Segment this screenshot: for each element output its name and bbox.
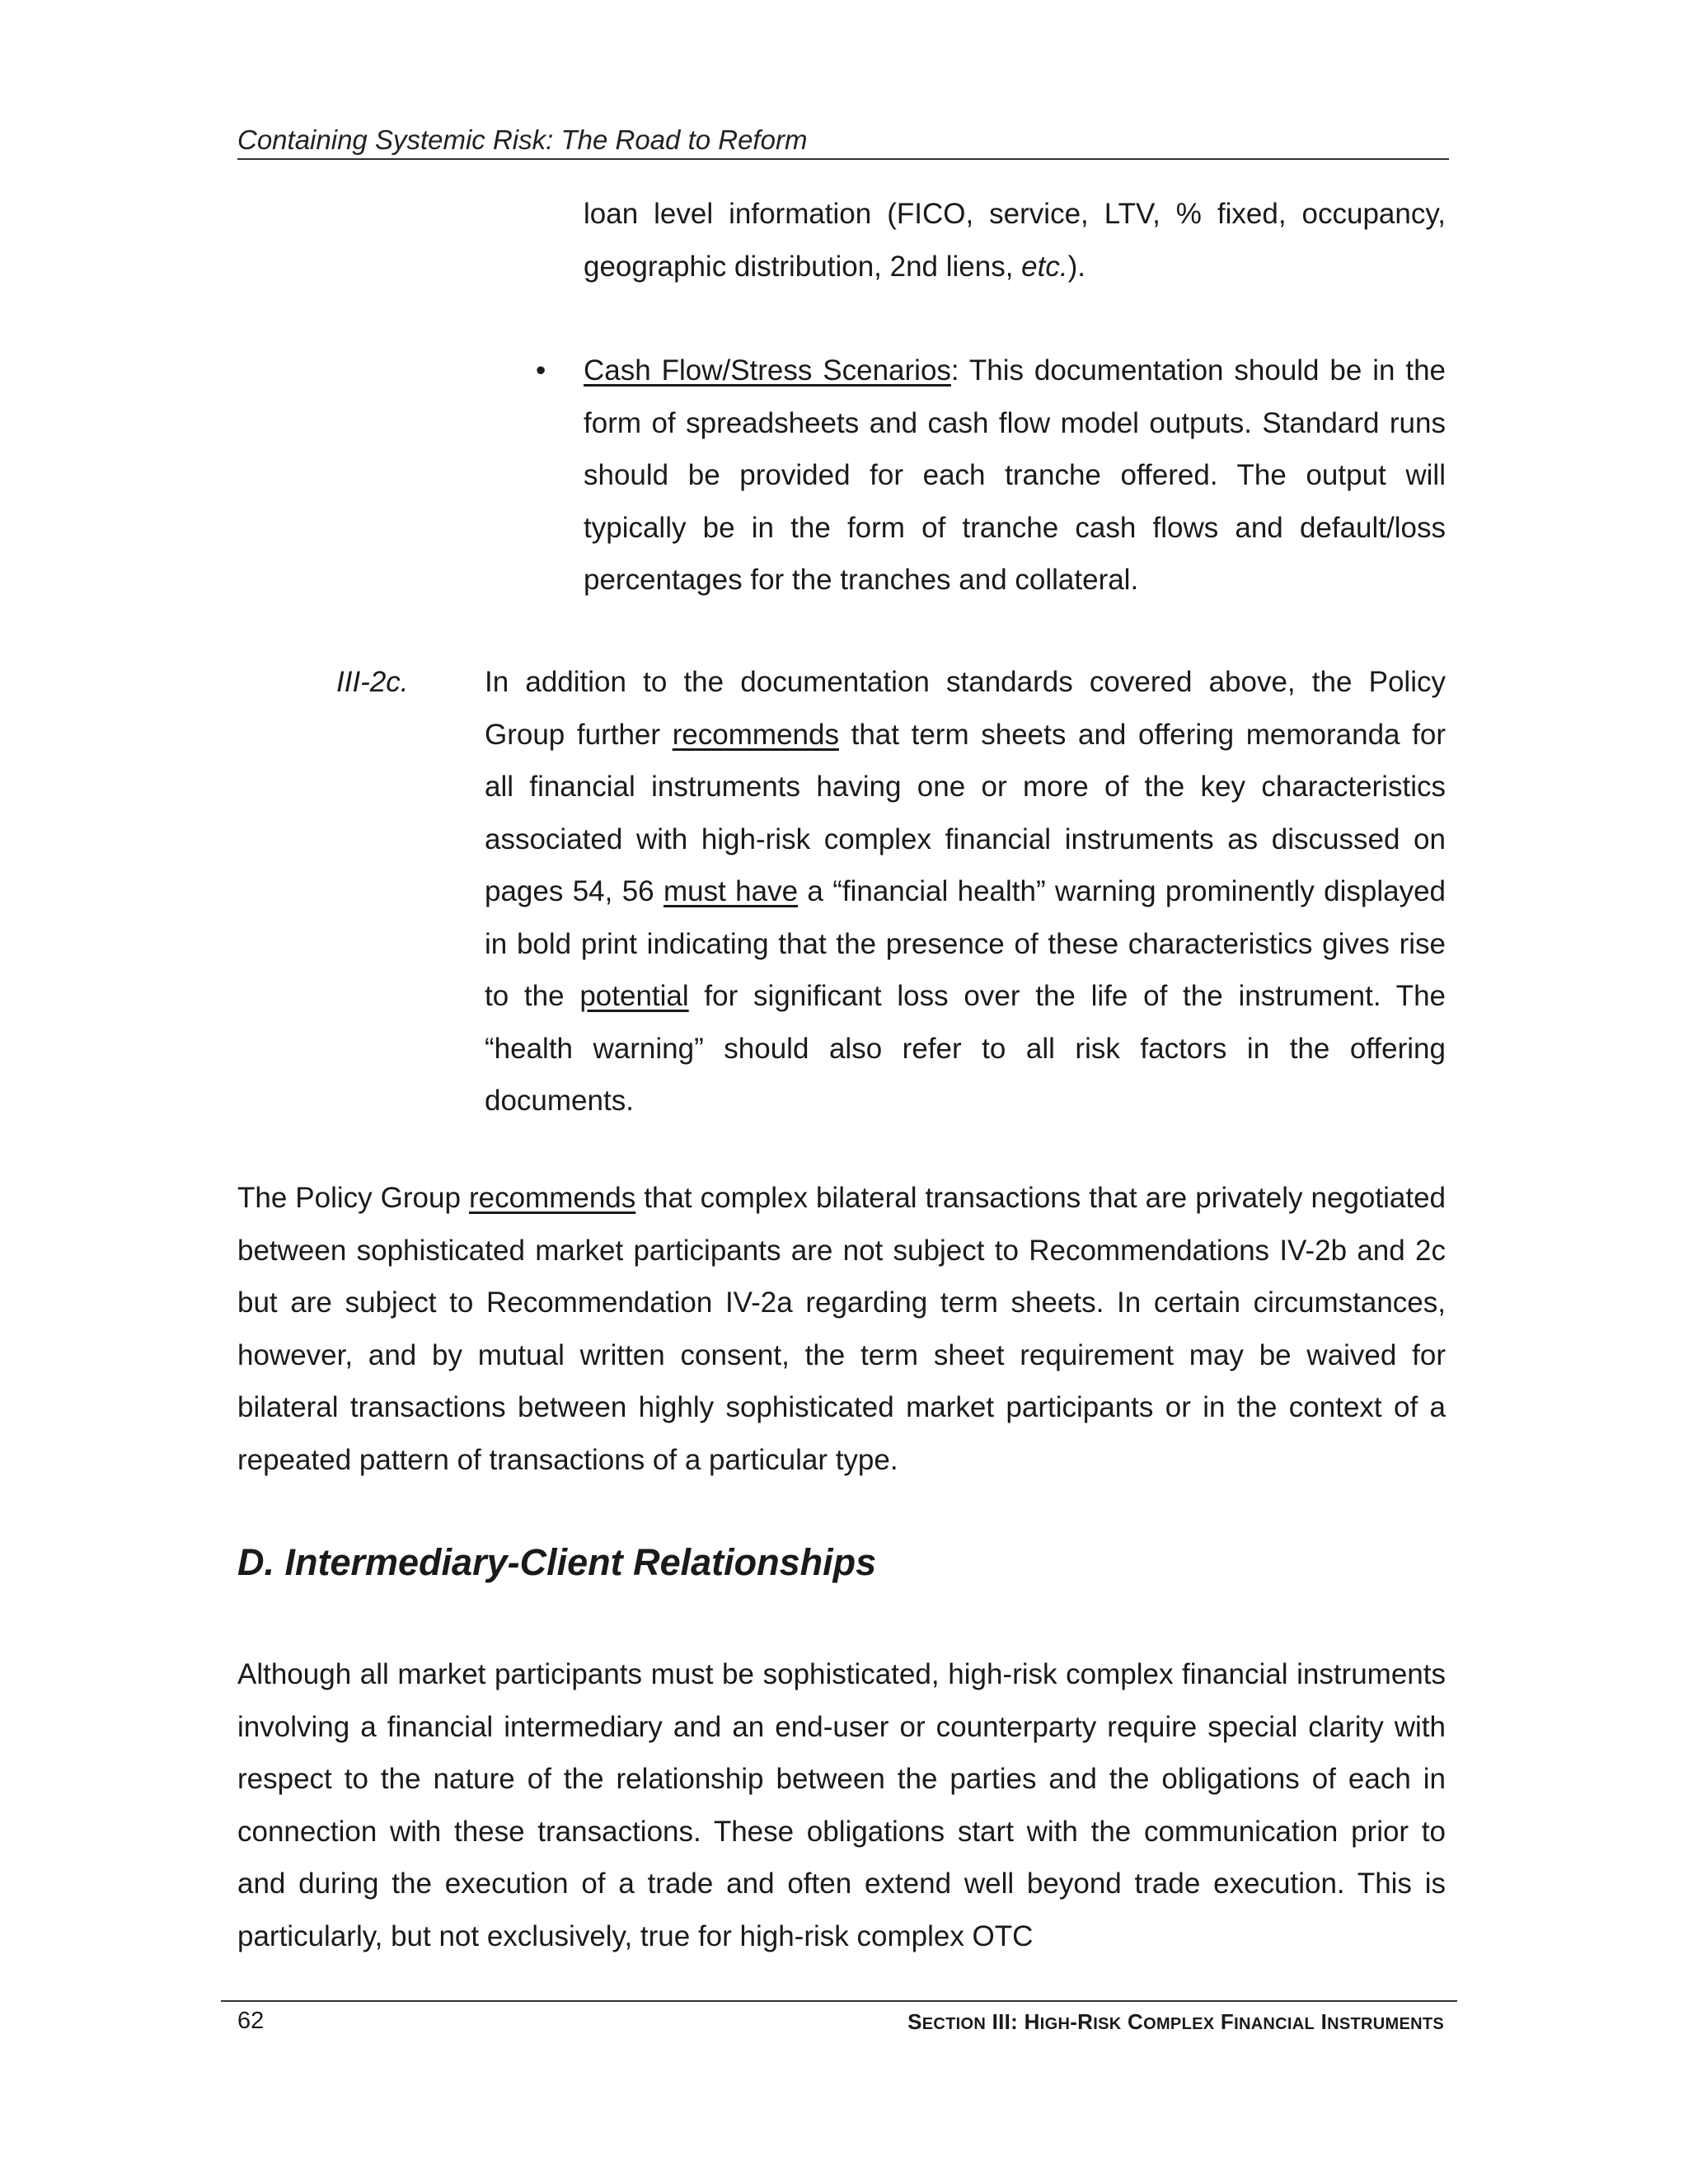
footer-section-title: SECTION III: HIGH-RISK COMPLEX FINANCIAL INSTRUMENTS bbox=[907, 2009, 1444, 2034]
running-header bbox=[237, 124, 1449, 160]
footer-rule bbox=[221, 2000, 1457, 2002]
bullet-marker: • bbox=[536, 354, 546, 387]
page-number: 62 bbox=[237, 2008, 265, 2034]
running-title: Containing Systemic Risk: The Road to Reform bbox=[237, 124, 808, 155]
recommendation-label: III-2c. bbox=[336, 666, 409, 698]
section-heading: D. Intermediary-Client Relationships bbox=[237, 1541, 877, 1583]
bullet-item-cash-flow: Cash Flow/Stress Scenarios: This documentation should be in the form of spreadsheets and cash flow model outputs. Standard runs should be provided for each tranche offered. The output will typically be in the form of tranche cash flows and default/loss percentages for the tranches and collateral. bbox=[584, 354, 1446, 596]
continuation-text: loan level information (FICO, service, LTV, % fixed, occupancy, geographic distribution, 2nd liens, etc.). bbox=[584, 198, 1446, 283]
recommendation-text: In addition to the documentation standards covered above, the Policy Group further recommends that term sheets and offering memoranda for all financial instruments having one or more of the key characteristics associated with high-risk complex financial instruments as discussed on pages 54, 56 must have a “financial health” warning prominently displayed in bold print indicating that the presence of these characteristics gives rise to the potential for significant loss over the life of the instrument. The “health warning” should also refer to all risk factors in the offering documents. bbox=[485, 666, 1447, 1117]
paragraph-bilateral: The Policy Group recommends that complex bilateral transactions that are privately negotiated between sophisticated market participants are not subject to Recommendations IV-2b and 2c but are subject to Recommendation IV-2a regarding term sheets. In certain circumstances, however, and by mutual written consent, the term sheet requirement may be waived for bilateral transactions between highly sophisticated market participants or in the context of a repeated pattern of transactions of a particular type. bbox=[237, 1182, 1447, 1476]
paragraph-intermediary: Although all market participants must be sophisticated, high-risk complex financial instruments involving a financial intermediary and an end-user or counterparty require special clarity with respect to the nature of the relationship between the parties and the obligations of each in connection with these transactions. These obligations start with the communication prior to and during the execution of a trade and often extend well beyond trade execution. This is particularly, but not exclusively, true for high-risk complex OTC bbox=[237, 1658, 1446, 1952]
bullet-term: Cash Flow/Stress Scenarios bbox=[584, 354, 951, 387]
